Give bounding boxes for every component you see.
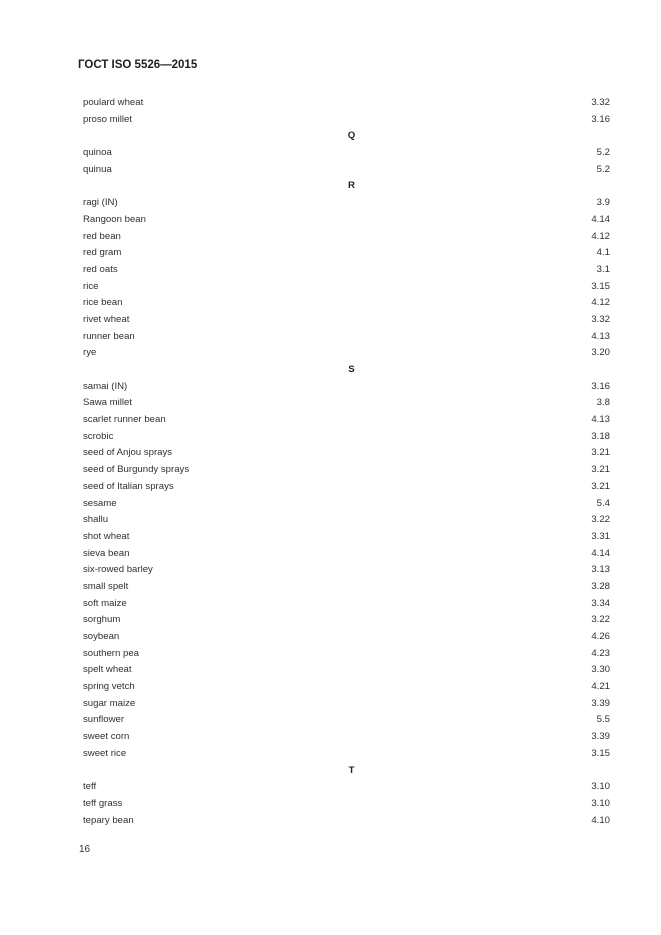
index-term: sugar maize — [83, 697, 136, 709]
index-term: sunflower — [83, 714, 125, 726]
index-ref: 4.13 — [591, 330, 610, 342]
index-entry — [83, 813, 610, 830]
index-entry — [83, 262, 610, 279]
index-term: shallu — [83, 514, 109, 526]
index-term: sorghum — [83, 614, 121, 626]
index-term: rice bean — [83, 297, 123, 309]
index-ref: 3.16 — [591, 113, 610, 125]
index-ref: 3.16 — [591, 380, 610, 392]
index-entry — [83, 546, 610, 563]
index-term: soybean — [83, 631, 120, 642]
index-term: rye — [83, 347, 97, 359]
index-ref: 3.21 — [591, 447, 610, 459]
index-term: ragi (IN) — [83, 197, 118, 209]
index-term: sesame — [83, 497, 117, 509]
index-term: scarlet runner bean — [83, 414, 166, 426]
index-entry — [83, 496, 610, 513]
page-number: 16 — [79, 844, 91, 855]
index-term: runner bean — [83, 330, 135, 342]
index-entry — [83, 112, 610, 129]
index-term: sweet corn — [83, 731, 130, 743]
index-entry — [83, 796, 610, 813]
index-entry — [83, 612, 610, 629]
index-ref: 3.10 — [591, 781, 610, 793]
index-ref: 5.5 — [596, 714, 610, 726]
index-entry — [83, 195, 610, 212]
index-entry — [83, 312, 610, 329]
index-ref: 3.8 — [596, 397, 610, 409]
index-entry — [83, 662, 610, 679]
index-entry — [83, 245, 610, 262]
index-ref: 3.10 — [591, 797, 610, 809]
section-letter-s: S — [348, 364, 355, 375]
index-ref: 3.1 — [596, 263, 610, 275]
index-ref: 4.13 — [591, 414, 610, 426]
index-ref: 3.9 — [596, 197, 610, 209]
index-term: seed of Italian sprays — [83, 480, 174, 492]
index-term: spring vetch — [83, 681, 135, 693]
index-entry — [83, 329, 610, 346]
index-ref: 3.32 — [591, 313, 610, 325]
index-entry — [83, 579, 610, 596]
index-ref: 4.14 — [591, 547, 610, 559]
index-term: soft maize — [83, 597, 127, 609]
index-entry — [83, 629, 610, 646]
index-entry — [83, 746, 610, 763]
index-entry — [83, 429, 610, 446]
index-entry — [83, 145, 610, 162]
index-ref: 5.2 — [596, 163, 610, 175]
index-ref: 3.34 — [591, 597, 610, 609]
index-term: rice — [83, 280, 99, 292]
index-entry — [83, 229, 610, 246]
index-term: poulard wheat — [83, 97, 144, 108]
index-ref: 4.14 — [591, 213, 610, 225]
index-term: southern pea — [83, 647, 140, 659]
index-entry — [83, 596, 610, 613]
section-letter-r: R — [348, 180, 355, 192]
index-ref: 3.20 — [591, 347, 610, 359]
index-ref: 5.2 — [596, 147, 610, 159]
index-entry — [83, 462, 610, 479]
index-ref: 3.39 — [591, 731, 610, 743]
index-entry — [83, 646, 610, 663]
index-entry — [83, 212, 610, 229]
index-entry — [83, 679, 610, 696]
index-entry — [83, 395, 610, 412]
index-ref: 3.13 — [591, 564, 610, 576]
index-entry — [83, 712, 610, 729]
index-term: sieva bean — [83, 547, 130, 559]
index-entry — [83, 779, 610, 796]
index-term: red bean — [83, 230, 121, 242]
index-ref: 3.18 — [591, 430, 610, 442]
section-letter-t: T — [348, 764, 355, 776]
index-term: six-rowed barley — [83, 564, 153, 576]
index-ref: 3.15 — [591, 280, 610, 292]
index-ref: 4.21 — [591, 681, 610, 693]
index-ref: 3.22 — [591, 614, 610, 626]
index-entry — [83, 379, 610, 396]
index-term: seed of Anjou sprays — [83, 447, 173, 459]
index-term: seed of Burgundy sprays — [83, 464, 190, 476]
index-term: Sawa millet — [83, 397, 133, 409]
index-term: teff grass — [83, 797, 123, 809]
index-entry — [83, 729, 610, 746]
index-term: red oats — [83, 263, 118, 275]
index-ref: 3.39 — [591, 697, 610, 709]
index-term: rivet wheat — [83, 313, 130, 325]
index-ref: 3.15 — [591, 747, 610, 759]
section-letter-q: Q — [347, 130, 356, 142]
index-ref: 4.1 — [596, 247, 610, 259]
index-entry — [83, 696, 610, 713]
index-term: small spelt — [83, 580, 129, 592]
index-term: sweet rice — [83, 747, 127, 759]
index-ref: 4.23 — [591, 647, 610, 659]
index-entry — [83, 95, 610, 112]
alphabetical-index — [83, 95, 610, 829]
index-term: proso millet — [83, 113, 133, 125]
index-term: tepary bean — [83, 814, 134, 826]
index-entry — [83, 445, 610, 462]
index-term: teff — [83, 781, 97, 793]
index-entry — [83, 562, 610, 579]
index-entry — [83, 529, 610, 546]
index-ref: 4.10 — [591, 814, 610, 826]
index-entry — [83, 512, 610, 529]
index-term: samai (IN) — [83, 380, 128, 392]
index-term: red gram — [83, 247, 122, 259]
document-header: ГОСТ ISO 5526—2015 — [78, 59, 198, 71]
index-term: Rangoon bean — [83, 213, 146, 225]
index-ref: 3.21 — [591, 480, 610, 492]
index-ref: 3.22 — [591, 514, 610, 526]
index-ref: 4.12 — [591, 230, 610, 242]
index-ref: 3.28 — [591, 580, 610, 592]
index-term: quinoa — [83, 147, 112, 159]
index-entry — [83, 295, 610, 312]
index-ref: 3.30 — [591, 664, 610, 676]
index-ref: 4.12 — [591, 297, 610, 309]
index-entry — [83, 345, 610, 362]
index-ref: 3.31 — [591, 530, 610, 542]
index-term: quinua — [83, 163, 112, 175]
index-term: spelt wheat — [83, 664, 132, 676]
index-ref: 3.21 — [591, 464, 610, 476]
index-term: shot wheat — [83, 530, 130, 542]
index-ref: 3.32 — [591, 97, 610, 108]
index-term: scrobic — [83, 430, 114, 442]
index-entry — [83, 279, 610, 296]
index-entry — [83, 479, 610, 496]
index-ref: 5.4 — [596, 497, 610, 509]
index-ref: 4.26 — [591, 631, 610, 642]
index-entry — [83, 162, 610, 179]
index-entry — [83, 412, 610, 429]
